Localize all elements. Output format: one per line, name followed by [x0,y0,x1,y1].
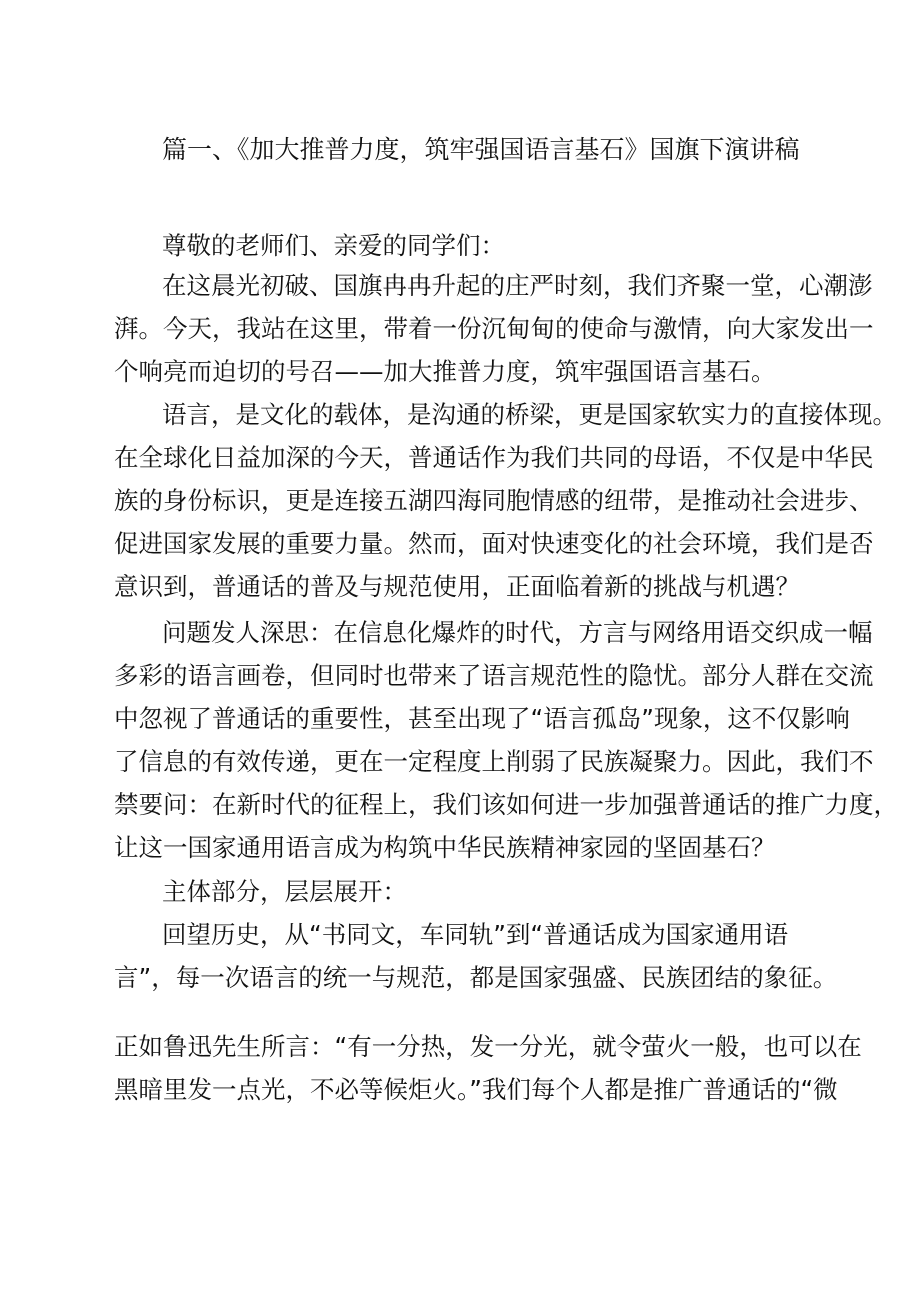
salutation: 尊敬的老师们、亲爱的同学们： [162,231,505,260]
paragraph-line: 在全球化日益加深的今天，普通话作为我们共同的母语，不仅是中华民 [114,443,874,472]
paragraph-line: 禁要问：在新时代的征程上，我们该如何进一步加强普通话的推广力度， [114,790,898,819]
paragraph-line: 回望历史，从“书同文，车同轨”到“普通话成为国家通用语 [162,920,789,949]
paragraph-line: 中忽视了普通话的重要性，甚至出现了“语言孤岛”现象，这不仅影响 [114,704,850,733]
paragraph-line: 让这一国家通用语言成为构筑中华民族精神家园的坚固基石？ [114,833,776,862]
paragraph-line: 意识到，普通话的普及与规范使用，正面临着新的挑战与机遇？ [114,572,800,601]
paragraph-line: 了信息的有效传递，更在一定程度上削弱了民族凝聚力。因此，我们不 [114,747,874,776]
paragraph-line: 言”，每一次语言的统一与规范，都是国家强盛、民族团结的象征。 [114,963,838,992]
paragraph-line: 在这晨光初破、国旗冉冉升起的庄严时刻，我们齐聚一堂，心潮澎 [162,271,873,300]
paragraph-line: 个响亮而迫切的号召——加大推普力度，筑牢强国语言基石。 [114,357,776,386]
paragraph-line: 语言，是文化的载体，是沟通的桥梁，更是国家软实力的直接体现。 [162,400,897,429]
paragraph-line: 主体部分，层层展开： [162,877,407,906]
paragraph-line: 湃。今天，我站在这里，带着一份沉甸甸的使命与激情，向大家发出一 [114,314,874,343]
paragraph-line: 黑暗里发一点光，不必等候炬火。”我们每个人都是推广普通话的“微 [114,1075,838,1104]
paragraph-line: 问题发人深思：在信息化爆炸的时代，方言与网络用语交织成一幅 [162,618,873,647]
paragraph-line: 促进国家发展的重要力量。然而，面对快速变化的社会环境，我们是否 [114,529,874,558]
document-title: 篇一、《加大推普力度，筑牢强国语言基石》国旗下演讲稿 [162,135,800,164]
paragraph-line: 正如鲁迅先生所言：“有一分热，发一分光，就令萤火一般，也可以在 [114,1032,862,1061]
paragraph-line: 多彩的语言画卷，但同时也带来了语言规范性的隐忧。部分人群在交流 [114,661,874,690]
paragraph-line: 族的身份标识，更是连接五湖四海同胞情感的纽带，是推动社会进步、 [114,486,874,515]
